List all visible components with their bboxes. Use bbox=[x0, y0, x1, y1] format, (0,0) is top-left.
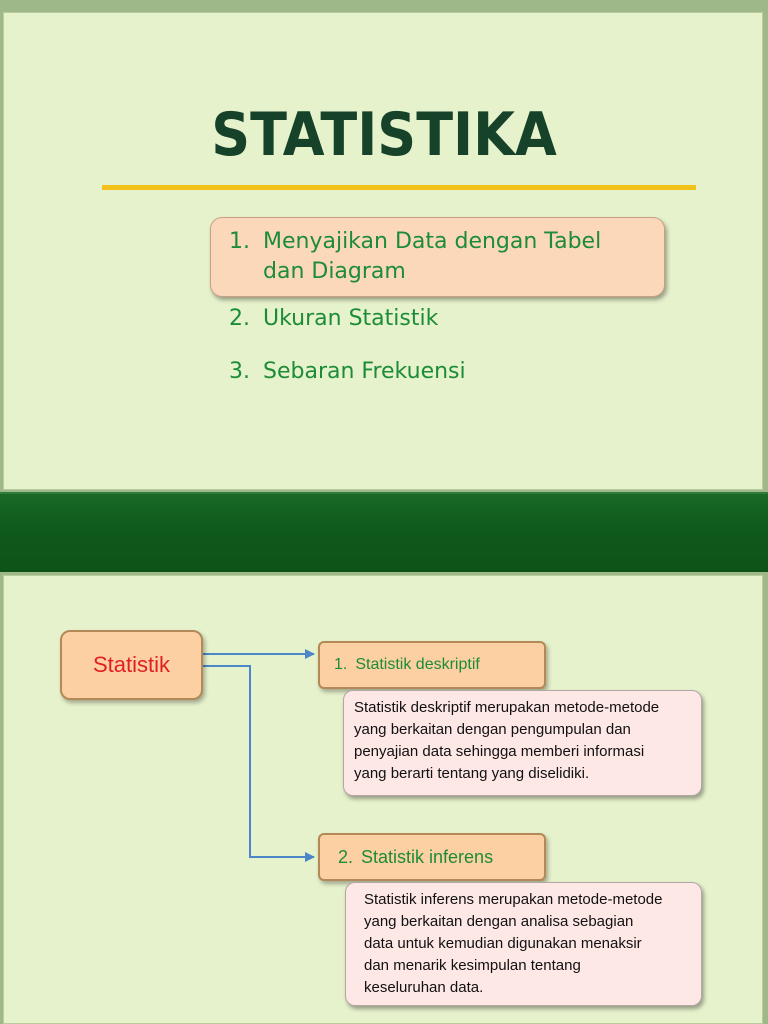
branch-descriptive-label: Statistik deskriptif bbox=[355, 656, 480, 673]
topic-1-line-2: dan Diagram bbox=[263, 259, 406, 284]
branch-descriptive-description: Statistik deskriptif merupakan metode-metode yang berkaitan dengan pengumpulan dan penyajian data sehingga memberi informasi yang berarti tentang yang diselidiki. bbox=[343, 690, 702, 796]
topic-1-line-1: Menyajikan Data dengan Tabel bbox=[263, 229, 602, 254]
slide-title: STATISTIKA bbox=[211, 100, 557, 170]
topic-item-3[interactable]: 3. Sebaran Frekuensi bbox=[229, 359, 466, 384]
branch-inferential-label: Statistik inferens bbox=[361, 846, 494, 867]
branch-inferential-heading[interactable]: 2. Statistik inferens bbox=[318, 833, 546, 881]
topic-3-label: Sebaran Frekuensi bbox=[263, 359, 466, 384]
topic-item-1[interactable]: 1. Menyajikan Data dengan Tabel dan Diagram bbox=[229, 227, 659, 287]
branch-descriptive-heading[interactable]: 1. Statistik deskriptif bbox=[318, 641, 546, 689]
branch-inferential-description: Statistik inferens merupakan metode-metode yang berkaitan dengan analisa sebagian data untuk kemudian digunakan menaksir dan menarik kesimpulan tentang keseluruhan data. bbox=[345, 882, 702, 1006]
connector-to-inferential bbox=[203, 666, 314, 857]
topic-item-2[interactable]: 2. Ukuran Statistik bbox=[229, 306, 439, 331]
statistik-root-box[interactable]: Statistik bbox=[60, 630, 203, 700]
topic-2-label: Ukuran Statistik bbox=[263, 306, 439, 331]
